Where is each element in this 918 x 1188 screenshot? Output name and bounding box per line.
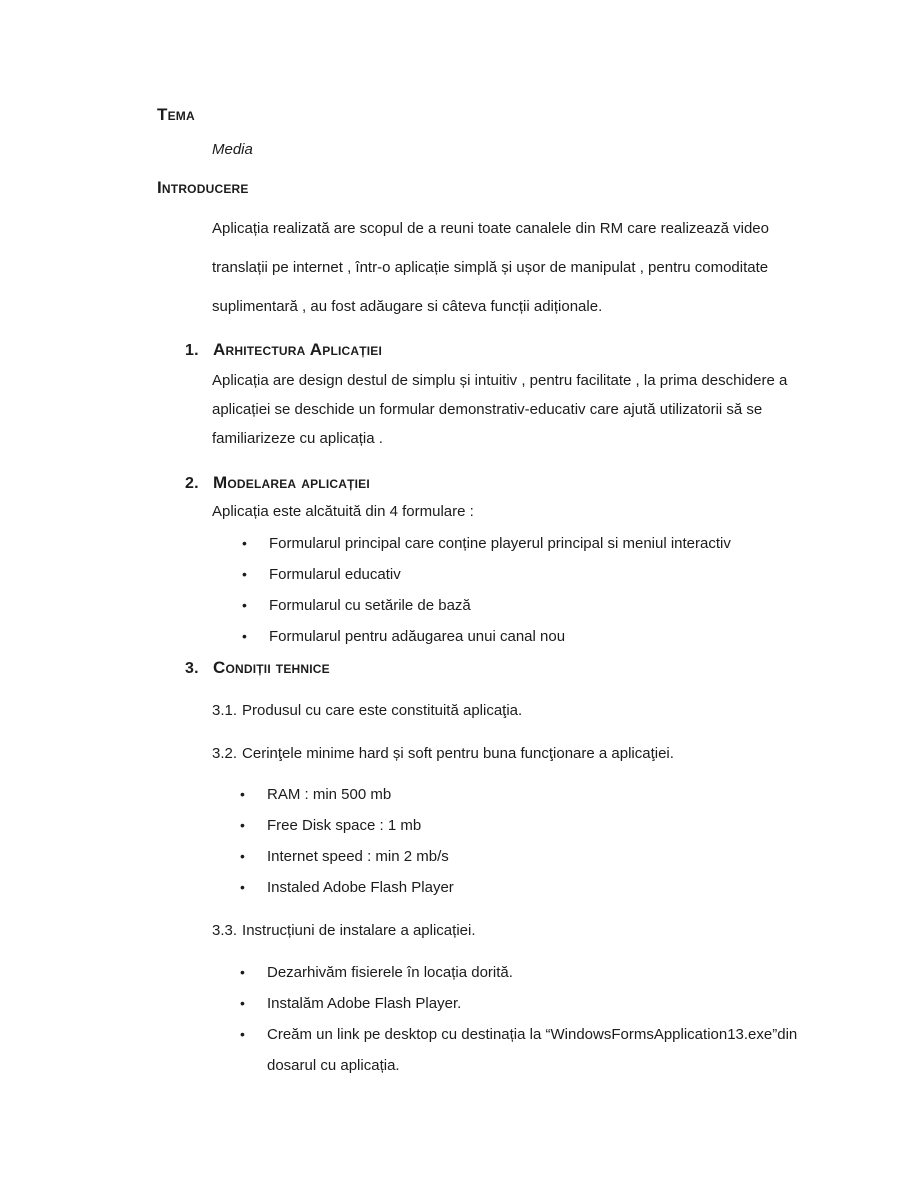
intro-paragraph: Aplicația realizată are scopul de a reuni toate canalele din RM care realizează video translații pe internet , într-o aplicație simplă și ușor de manipulat , pentru comoditate suplimentară , au fost adăugare si câteva funcții adiționale. [212, 220, 769, 315]
subsection-3-3 [212, 921, 476, 941]
list-item [240, 988, 815, 1019]
bullet-icon: • [242, 628, 247, 644]
list-item [240, 810, 800, 841]
section-2-bullet-list [242, 528, 802, 652]
list-item [240, 841, 800, 872]
bullet-icon: • [240, 817, 245, 833]
section-2-number: 2. [185, 475, 199, 492]
bullet-icon: • [242, 535, 247, 551]
bullet-icon: • [242, 566, 247, 582]
section-3-number: 3. [185, 660, 199, 677]
bullet-label: Instalăm Adobe Flash Player. [267, 995, 462, 1012]
bullet-label: Internet speed : min 2 mb/s [267, 848, 449, 865]
subsection-3-3-text: Instrucțiuni de instalare a aplicației. [242, 922, 476, 939]
bullet-label: Formularul pentru adăugarea unui canal nou [269, 628, 566, 645]
bullet-label: Formularul educativ [269, 566, 401, 583]
bullet-icon: • [240, 964, 245, 980]
bullet-icon: • [242, 597, 247, 613]
subsection-3-1 [212, 701, 522, 721]
list-item [242, 559, 802, 590]
bullet-icon: • [240, 1026, 245, 1042]
list-item [240, 779, 800, 810]
list-item [242, 590, 802, 621]
list-item [242, 528, 802, 559]
bullet-icon: • [240, 995, 245, 1011]
bullet-label: Formularul principal care conține playerul principal si meniul interactiv [269, 535, 731, 552]
subsection-3-2-text: Cerinţele minime hard și soft pentru buna funcţionare a aplicaţiei. [242, 745, 674, 762]
bullet-icon: • [240, 786, 245, 802]
introducere-heading: Introducere [157, 178, 249, 197]
subsection-3-2-bullet-list [240, 779, 800, 903]
list-item [240, 957, 815, 988]
section-2-title: Modelarea aplicației [213, 473, 370, 492]
subsection-3-3-label: 3.3. [212, 922, 238, 939]
section-1-number: 1. [185, 342, 199, 359]
section-1-body: Aplicația are design destul de simplu și intuitiv , pentru facilitate , la prima deschidere a aplicației se deschide un formular demonstrativ-educativ care ajută utilizatorii să se familiarizeze cu aplicația . [212, 372, 788, 447]
section-2-lead: Aplicația este alcătuită din 4 formulare : [212, 503, 474, 520]
bullet-label: Free Disk space : 1 mb [267, 817, 422, 834]
section-3-heading [185, 658, 330, 678]
list-item [240, 872, 800, 903]
section-2-heading [185, 473, 370, 493]
subsection-3-1-text: Produsul cu care este constituită aplicaţia. [242, 702, 523, 719]
subsection-3-2 [212, 744, 674, 764]
media-label: Media [212, 141, 253, 158]
section-1-title: Arhitectura Aplicației [213, 340, 383, 359]
list-item [240, 1019, 815, 1081]
list-item [242, 621, 802, 652]
subsection-3-1-label: 3.1. [212, 702, 238, 719]
bullet-label: Dezarhivăm fisierele în locația dorită. [267, 964, 513, 981]
subsection-3-3-bullet-list [240, 957, 815, 1081]
subsection-3-2-label: 3.2. [212, 745, 238, 762]
bullet-icon: • [240, 848, 245, 864]
bullet-label: Formularul cu setările de bază [269, 597, 471, 614]
bullet-icon: • [240, 879, 245, 895]
section-3-title: Condiții tehnice [213, 658, 330, 677]
bullet-label: Creăm un link pe desktop cu destinația la “WindowsFormsApplication13.exe”din dosarul cu aplicația. [267, 1026, 798, 1074]
bullet-label: RAM : min 500 mb [267, 786, 392, 803]
tema-heading: Tema [157, 105, 195, 124]
section-1-heading [185, 340, 382, 360]
bullet-label: Instaled Adobe Flash Player [267, 879, 454, 896]
